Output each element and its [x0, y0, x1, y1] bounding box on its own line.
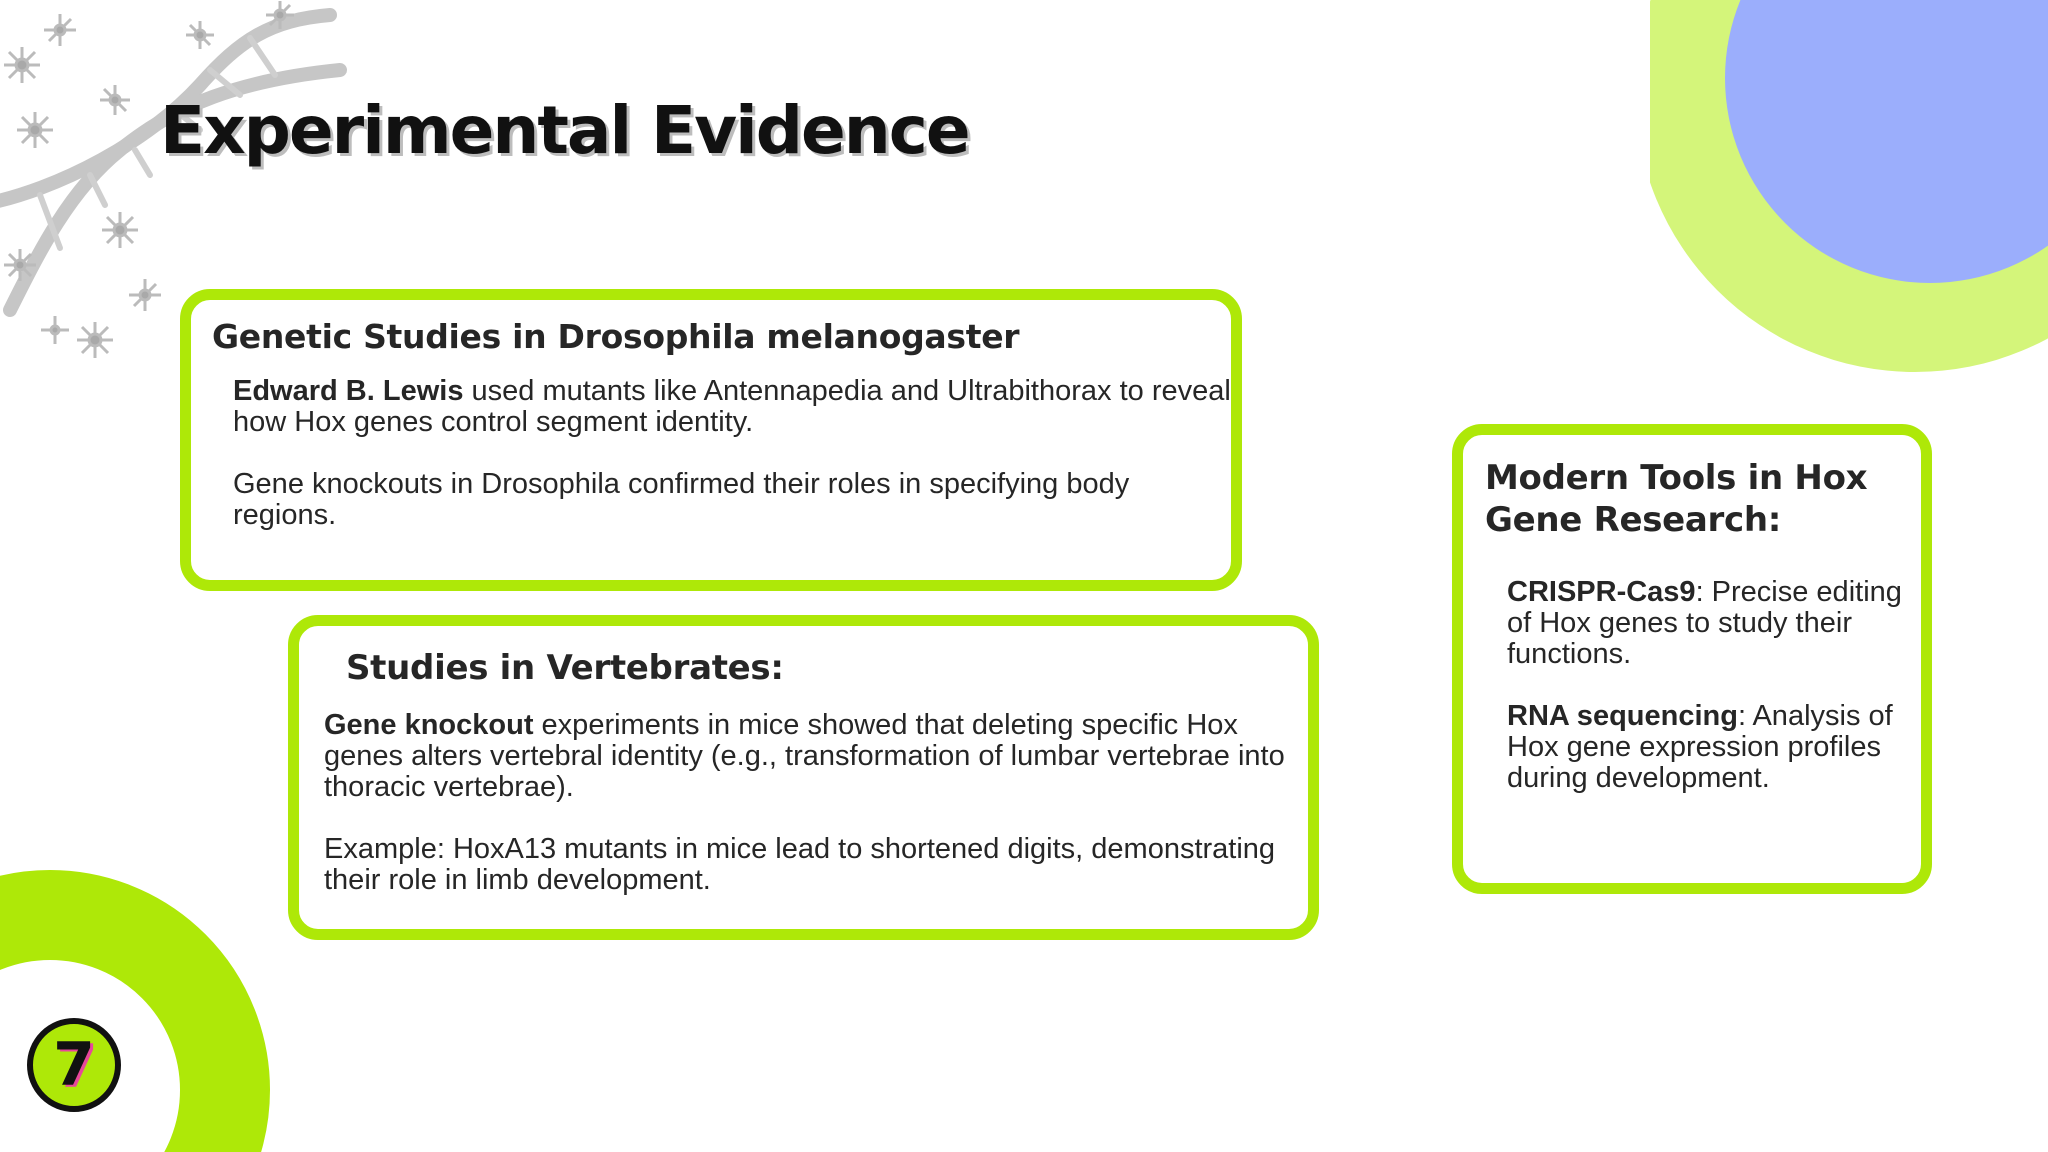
paragraph-knockouts: Gene knockouts in Drosophila confirmed their roles in specifying body regions.: [233, 468, 1130, 531]
card-heading: Modern Tools in Hox Gene Research:: [1485, 458, 1868, 540]
card-body: [324, 710, 1304, 896]
paragraph-lewis: [233, 376, 1233, 438]
card-drosophila-studies: [180, 289, 1242, 591]
paragraph-hoxa13-example: Example: HoxA13 mutants in mice lead to shortened digits, demonstrating their role in limb development.: [324, 833, 1276, 896]
card-body: [1507, 577, 1927, 794]
bold-term: RNA sequencing: [1507, 700, 1738, 732]
page-number-badge: [24, 1015, 124, 1115]
bold-term: CRISPR-Cas9: [1507, 576, 1696, 608]
bold-term: Edward B. Lewis: [233, 375, 464, 407]
corner-circle-top-right: [1650, 0, 2048, 372]
paragraph-text: : Precise editing of Hox genes to study their functions.: [1507, 576, 1902, 670]
paragraph-gene-knockout: [324, 710, 1304, 803]
card-vertebrate-studies: [288, 615, 1319, 940]
card-modern-tools: [1452, 424, 1932, 894]
card-body: [233, 376, 1233, 531]
paragraph-text: : Analysis of Hox gene expression profiles during development.: [1507, 700, 1893, 794]
page-number: 7: [53, 1030, 95, 1100]
paragraph-text: used mutants like Antennapedia and Ultrabithorax to reveal how Hox genes control segment identity.: [233, 375, 1231, 438]
paragraph-crispr: [1507, 577, 1927, 670]
bold-term: Gene knockout: [324, 709, 534, 741]
paragraph-text: experiments in mice showed that deleting specific Hox genes alters vertebral identity (e.g., transformation of lumbar vertebrae into thoracic vertebrae).: [324, 709, 1285, 803]
card-heading: Genetic Studies in Drosophila melanogaster: [212, 317, 1020, 356]
page-title: Experimental Evidence: [160, 92, 969, 169]
card-heading: Studies in Vertebrates:: [346, 648, 784, 688]
paragraph-rna-seq: [1507, 701, 1927, 794]
